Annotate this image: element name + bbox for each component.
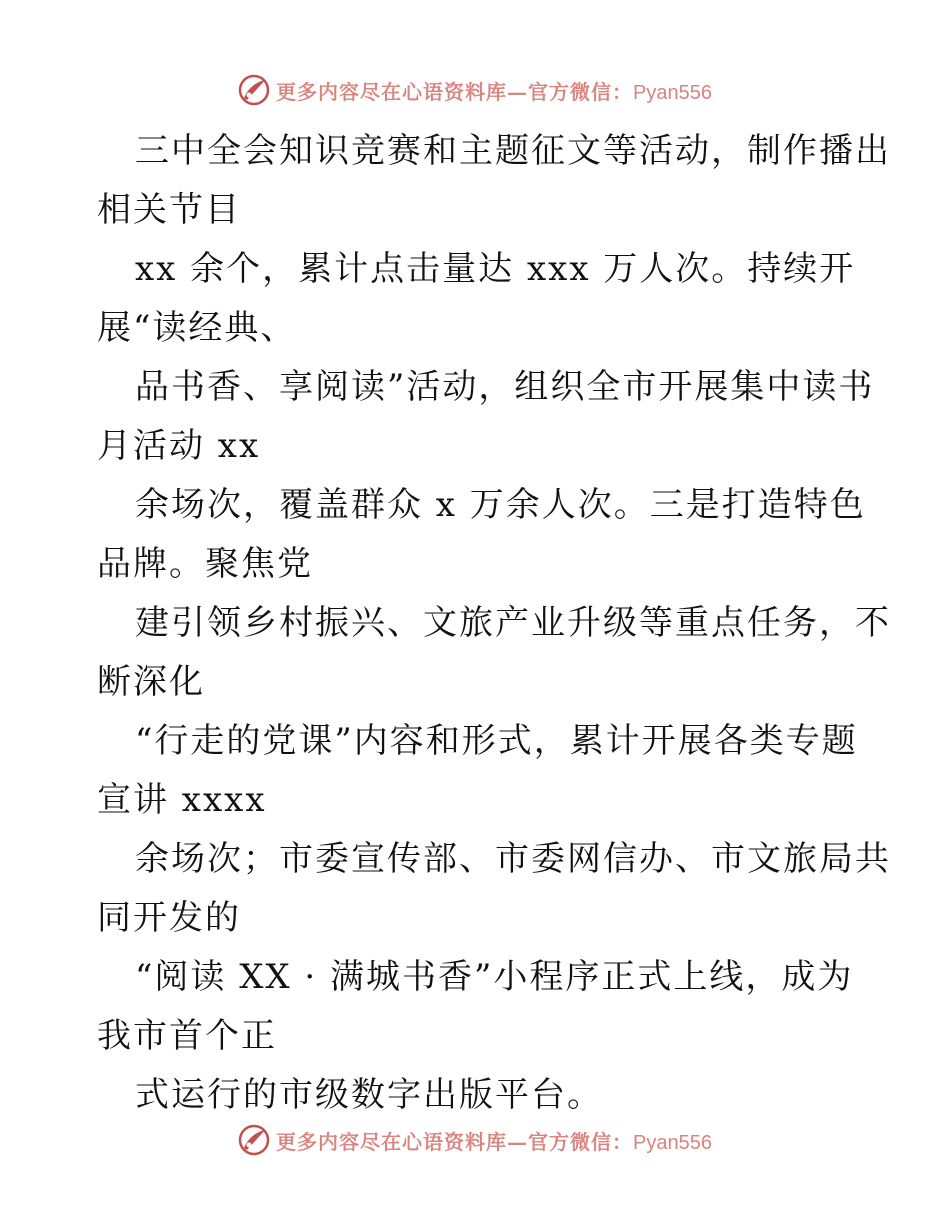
body-line: 品书香、享阅读”活动，组织全市开展集中读书 [135,367,875,407]
body-line: 宣讲 xxxx [97,780,267,820]
document-body [97,122,891,1125]
body-line: 余场次，覆盖群众 x 万余人次。三是打造特色 [135,485,866,525]
pen-logo-icon [238,74,270,106]
body-line: 建引领乡村振兴、文旅产业升级等重点任务，不 [135,603,891,643]
body-line: “阅读 XX · 满城书香”小程序正式上线，成为 [135,957,854,997]
body-line: 展“读经典、 [97,308,297,348]
body-line: 三中全会知识竞赛和主题征文等活动，制作播出 [135,131,891,171]
body-line: 余场次；市委宣传部、市委网信办、市文旅局共 [135,839,891,879]
body-line: 我市首个正 [97,1016,277,1056]
body-line: 断深化 [97,662,205,702]
body-line: 同开发的 [97,898,241,938]
body-line: “行走的党课”内容和形式，累计开展各类专题 [135,721,858,761]
body-line: xx 余个，累计点击量达 xxx 万人次。持续开 [135,249,856,289]
body-line: 月活动 xx [97,426,261,466]
body-line: 式运行的市级数字出版平台。 [135,1075,603,1115]
body-line: 品牌。聚焦党 [97,544,313,584]
footer-watermark [0,1120,950,1160]
watermark-text: 更多内容尽在心语资料库—官方微信：Pyan556 [276,79,712,104]
body-line: 相关节目 [97,190,241,230]
header-watermark [0,70,950,110]
watermark-text: 更多内容尽在心语资料库—官方微信：Pyan556 [276,1129,712,1154]
pen-logo-icon [238,1124,270,1156]
